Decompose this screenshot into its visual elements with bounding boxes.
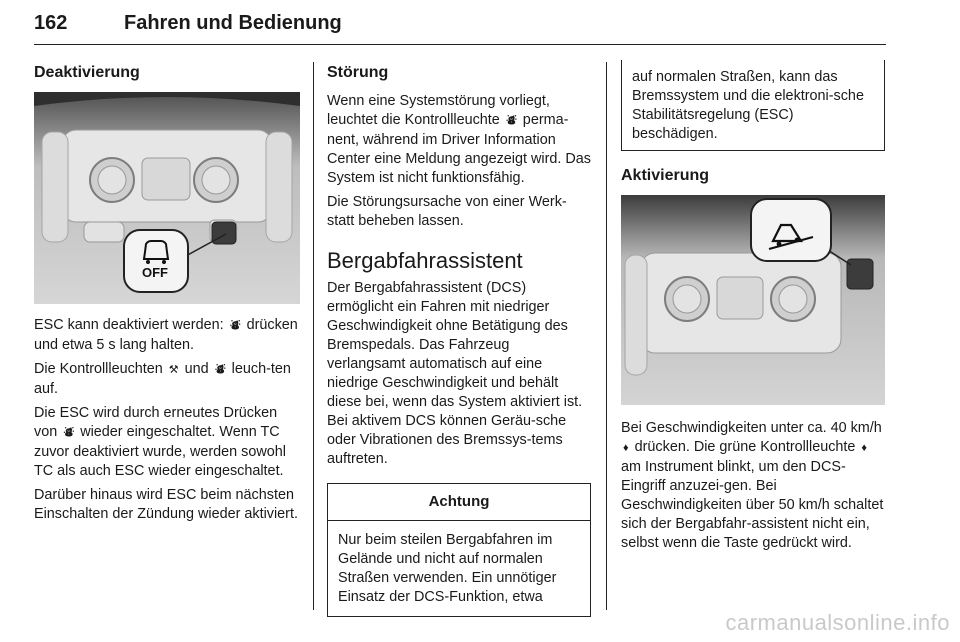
column-1 — [34, 62, 300, 529]
paragraph: Der Bergabfahrassistent (DCS) ermöglicht ein Fahren mit niedriger Geschwindigkeit ohne Betätigung des Bremspedals. Das Fahrzeug verlangsamt automatisch auf eine niedrige Geschwindigkeit und behält diese bei, wenn das System aktiviert ist. Bei aktivem DCS können Geräu-sche oder Vibrationen des Bremssys-tems auftreten. — [327, 280, 583, 467]
heading-deaktivierung: Deaktivierung — [34, 64, 140, 81]
dashboard-figure-dcs — [621, 195, 885, 405]
console-illustration — [621, 195, 885, 405]
esc-off-icon: ⛇ — [63, 427, 75, 439]
caution-box-continued — [621, 60, 885, 151]
caution-box — [327, 483, 591, 617]
off-label: OFF — [142, 265, 168, 280]
paragraph: Die Störungsursache von einer Werk-statt beheben lassen. — [327, 194, 567, 229]
tc-off-icon: ⚒ — [168, 364, 179, 376]
column-2 — [327, 62, 591, 617]
dcs-icon: ♦ — [623, 442, 629, 454]
paragraph: ESC kann deaktiviert werden: ⛇ drücken und etwa 5 s lang halten. — [34, 317, 298, 353]
caution-title: Achtung — [328, 484, 590, 521]
dashboard-figure-esc-off — [34, 92, 300, 304]
esc-off-icon: ⛇ — [214, 364, 226, 376]
paragraph: Darüber hinaus wird ESC beim nächsten Einschalten der Zündung wieder aktiviert. — [34, 487, 298, 522]
paragraph: Bei Geschwindigkeiten unter ca. 40 km/h ♦ drücken. Die grüne Kontrollleuchte ♦ am Instrument blinkt, um den DCS-Eingriff anzuzei-gen. Bei Geschwindigkeiten über 50 km/h schaltet sich der Bergabfahr-assistent nicht ein, selbst wenn die Taste gedrückt wird. — [621, 420, 884, 551]
watermark: carmanualsonline.info — [725, 610, 950, 635]
page-number: 162 — [34, 12, 68, 34]
esc-warning-icon: ⛇ — [505, 115, 517, 127]
caution-text: Nur beim steilen Bergabfahren im Gelände und nicht auf normalen Straßen verwenden. Ein unnötiger Einsatz der DCS-Funktion, etwa — [338, 532, 557, 605]
column-divider — [313, 62, 314, 610]
section-title: Bergabfahrassistent — [327, 248, 523, 273]
caution-text: auf normalen Straßen, kann das Bremssystem und die elektroni-sche Stabilitätsregelung (ESC) beschädigen. — [632, 69, 864, 142]
paragraph: Die ESC wird durch erneutes Drücken von ⛇ wieder eingeschaltet. Wenn TC zuvor deaktiviert wurde, werden sowohl TC als auch ESC wieder eingeschaltet. — [34, 405, 286, 479]
heading-aktivierung: Aktivierung — [621, 167, 710, 184]
heading-stoerung: Störung — [327, 64, 389, 81]
page-title: Fahren und Bedienung — [124, 12, 342, 34]
column-divider — [606, 62, 607, 610]
paragraph: Die Kontrollleuchten ⚒ und ⛇ leuch-ten auf. — [34, 361, 291, 397]
column-3 — [621, 62, 887, 558]
paragraph: Wenn eine Systemstörung vorliegt, leuchtet die Kontrollleuchte ⛇ perma-nent, während im Driver Information Center eine Meldung angezeigt wird. Das System ist nicht funktionsfähig. — [327, 93, 591, 186]
esc-off-icon: ⛇ — [229, 320, 241, 332]
page-header — [34, 6, 886, 45]
dcs-indicator-icon: ♦ — [861, 442, 868, 454]
